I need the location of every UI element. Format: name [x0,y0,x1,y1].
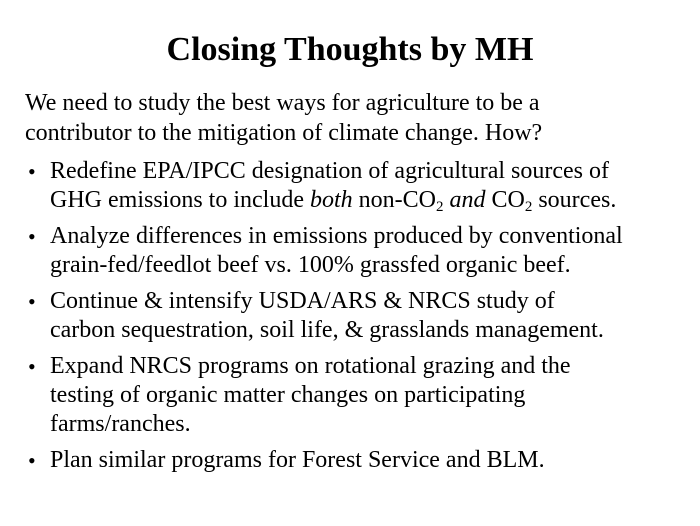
bullet-icon: • [28,289,36,314]
text-run: sources. [532,187,617,213]
text-run: non-CO [352,187,436,213]
bullet-item [25,446,690,475]
bullet-line: grain-fed/feedlot beef vs. 100% grassfed organic beef. [50,252,571,278]
bullet-line: Redefine EPA/IPCC designation of agricultural sources of [50,158,610,184]
bullet-item [25,222,690,280]
bullet-icon: • [28,448,36,473]
bullet-item [25,157,690,215]
bullet-line: carbon sequestration, soil life, & grasslands management. [50,317,604,343]
bullet-line [50,186,690,215]
subscript: 2 [436,199,444,215]
bullet-line: testing of organic matter changes on participating [50,382,526,408]
bullet-line: Continue & intensify USDA/ARS & NRCS study of [50,288,555,314]
intro-paragraph [25,88,685,148]
text-run: GHG emissions to include [50,187,310,213]
bullet-item [25,287,690,345]
bullet-line: Expand NRCS programs on rotational grazing and the [50,353,571,379]
bullet-icon: • [28,159,36,184]
bullet-icon: • [28,354,36,379]
bullet-line: Analyze differences in emissions produced by conventional [50,223,623,249]
text-run: CO [485,187,525,213]
emphasis-text: both [309,187,353,213]
emphasis-text: and [449,187,486,213]
bullet-icon: • [28,224,36,249]
bullet-list [25,157,690,482]
bullet-line: Plan similar programs for Forest Service and BLM. [50,447,545,473]
intro-line: contributor to the mitigation of climate change. How? [25,120,543,146]
subscript: 2 [524,199,533,215]
bullet-item [25,352,690,439]
intro-line: We need to study the best ways for agriculture to be a [25,90,540,116]
slide-title: Closing Thoughts by MH [166,31,534,68]
bullet-line: farms/ranches. [50,411,191,437]
